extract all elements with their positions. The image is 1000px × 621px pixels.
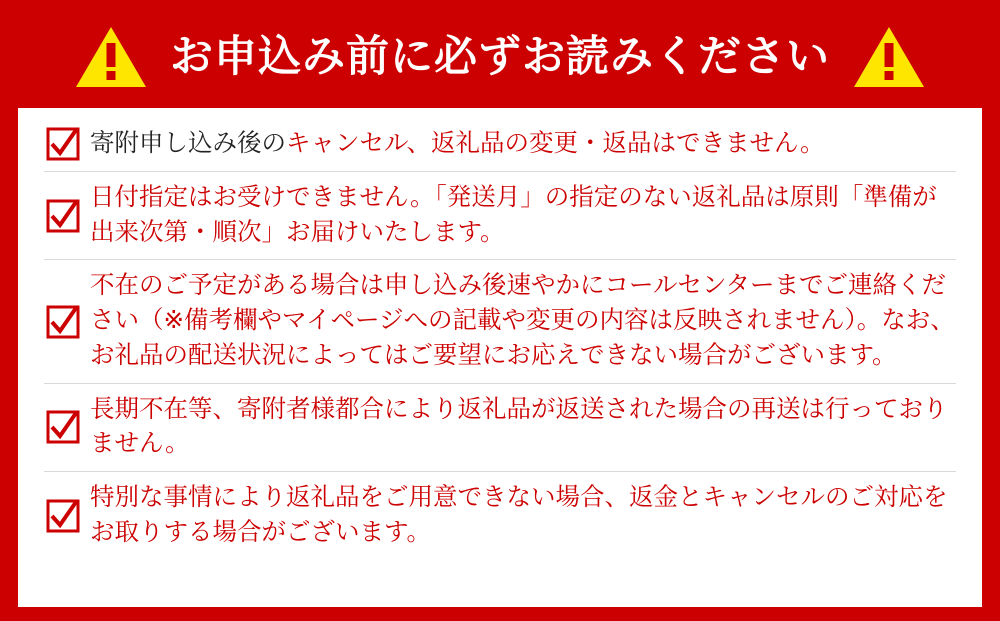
banner-header xyxy=(18,14,982,100)
list-item-text: 特別な事情により返礼品をご用意できない場合、返金とキャンセルのご対応をお取りする場合がございます。 xyxy=(90,484,948,547)
list-item-text-part: 寄附申し込み後の xyxy=(90,130,286,157)
checkbox-checked-icon xyxy=(44,305,90,339)
list-item-text-part: キャンセル、返礼品の変更・返品はできません。 xyxy=(286,130,825,157)
page-title: お申込み前に必ずお読みください xyxy=(170,32,830,81)
list-item xyxy=(44,118,956,172)
checkbox-checked-icon xyxy=(44,199,90,233)
list-item-text: 不在のご予定がある場合は申し込み後速やかにコールセンターまでご連絡ください（※備考欄やマイページへの記載や変更の内容は反映されません）。なお、お礼品の配送状況によってはご要望にお応えできない場合がございます。 xyxy=(90,272,955,369)
notice-list xyxy=(18,108,982,607)
list-item xyxy=(44,260,956,383)
checkbox-checked-icon xyxy=(44,127,90,161)
list-item xyxy=(44,472,956,560)
checkbox-checked-icon xyxy=(44,499,90,533)
list-item xyxy=(44,172,956,261)
list-item-text: 長期不在等、寄附者様都合により返礼品が返送された場合の再送は行っておりません。 xyxy=(90,395,948,458)
warning-triangle-icon xyxy=(74,25,148,89)
checkbox-checked-icon xyxy=(44,410,90,444)
warning-triangle-icon xyxy=(852,25,926,89)
list-item-text xyxy=(90,127,956,162)
list-item xyxy=(44,384,956,473)
list-item-text: 日付指定はお受けできません。「発送月」の指定のない返礼品は原則「準備が出来次第・順次」お届けいたします。 xyxy=(90,183,937,246)
